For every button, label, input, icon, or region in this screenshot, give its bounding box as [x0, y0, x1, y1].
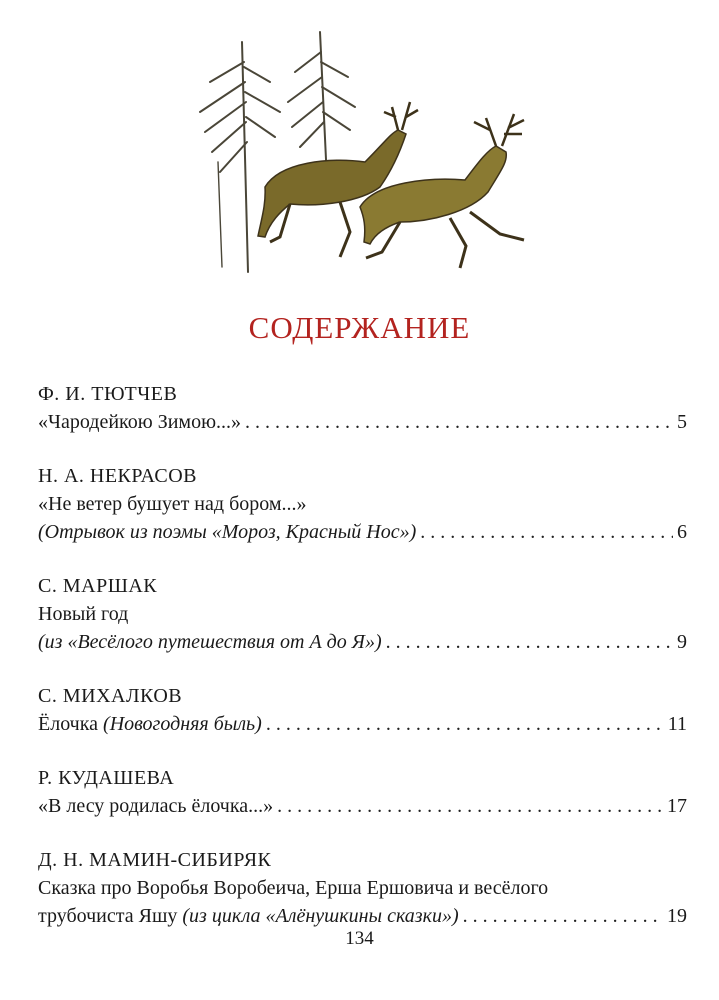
toc-author: С. МАРШАК — [38, 575, 158, 597]
toc-work-text: «В лесу родилась ёлочка...» — [38, 795, 274, 817]
toc-work-note: (Отрывок из поэмы «Мороз, Красный Нос») — [38, 521, 417, 543]
toc-line[interactable] — [38, 518, 687, 546]
page-title: СОДЕРЖАНИЕ — [248, 310, 471, 345]
toc-author: Р. КУДАШЕВА — [38, 767, 175, 789]
toc-work-title — [38, 518, 416, 546]
page-number: 134 — [345, 928, 374, 949]
toc-page-number: 17 — [667, 795, 687, 817]
table-of-contents — [38, 380, 687, 956]
toc-line[interactable] — [38, 710, 687, 738]
toc-work-title: Сказка про Воробья Воробеича, Ерша Ершовича и весёлого — [38, 877, 549, 899]
toc-page-number: 19 — [667, 905, 687, 927]
toc-work-text: «Чародейкою Зимою...» — [38, 411, 242, 433]
toc-entry — [38, 682, 687, 738]
toc-page-number: 11 — [667, 713, 687, 735]
toc-work-title: «Не ветер бушует над бором...» — [38, 493, 307, 515]
toc-work-note: (Новогодняя быль) — [103, 713, 262, 735]
toc-entry — [38, 462, 687, 546]
toc-page-number: 5 — [677, 411, 687, 433]
dot-leader — [245, 408, 673, 436]
toc-line[interactable] — [38, 792, 687, 820]
toc-work-text: трубочиста Яшу — [38, 905, 183, 927]
toc-author: Н. А. НЕКРАСОВ — [38, 465, 198, 487]
dot-leader — [463, 902, 663, 930]
dot-leader — [266, 710, 664, 738]
dot-leader — [420, 518, 673, 546]
toc-author: Д. Н. МАМИН-СИБИРЯК — [38, 849, 272, 871]
toc-work-title — [38, 792, 273, 820]
toc-page-number: 6 — [677, 521, 687, 543]
toc-work-title — [38, 710, 262, 738]
toc-work-note: (из «Весёлого путешествия от А до Я») — [38, 631, 382, 653]
dot-leader — [386, 628, 673, 656]
toc-line[interactable] — [38, 902, 687, 930]
reindeer-illustration-icon — [170, 22, 550, 277]
toc-entry — [38, 380, 687, 436]
toc-work-note: (из цикла «Алёнушкины сказки») — [182, 905, 459, 927]
toc-line[interactable] — [38, 628, 687, 656]
toc-work-title — [38, 902, 459, 930]
toc-work-title — [38, 628, 382, 656]
toc-entry — [38, 846, 687, 930]
dot-leader — [277, 792, 663, 820]
toc-entry — [38, 764, 687, 820]
toc-work-title: Новый год — [38, 603, 129, 625]
toc-author: Ф. И. ТЮТЧЕВ — [38, 383, 178, 405]
toc-page-number: 9 — [677, 631, 687, 653]
toc-author: С. МИХАЛКОВ — [38, 685, 183, 707]
toc-line[interactable] — [38, 408, 687, 436]
toc-work-text: Ёлочка — [38, 713, 104, 735]
toc-work-title — [38, 408, 241, 436]
toc-entry — [38, 572, 687, 656]
